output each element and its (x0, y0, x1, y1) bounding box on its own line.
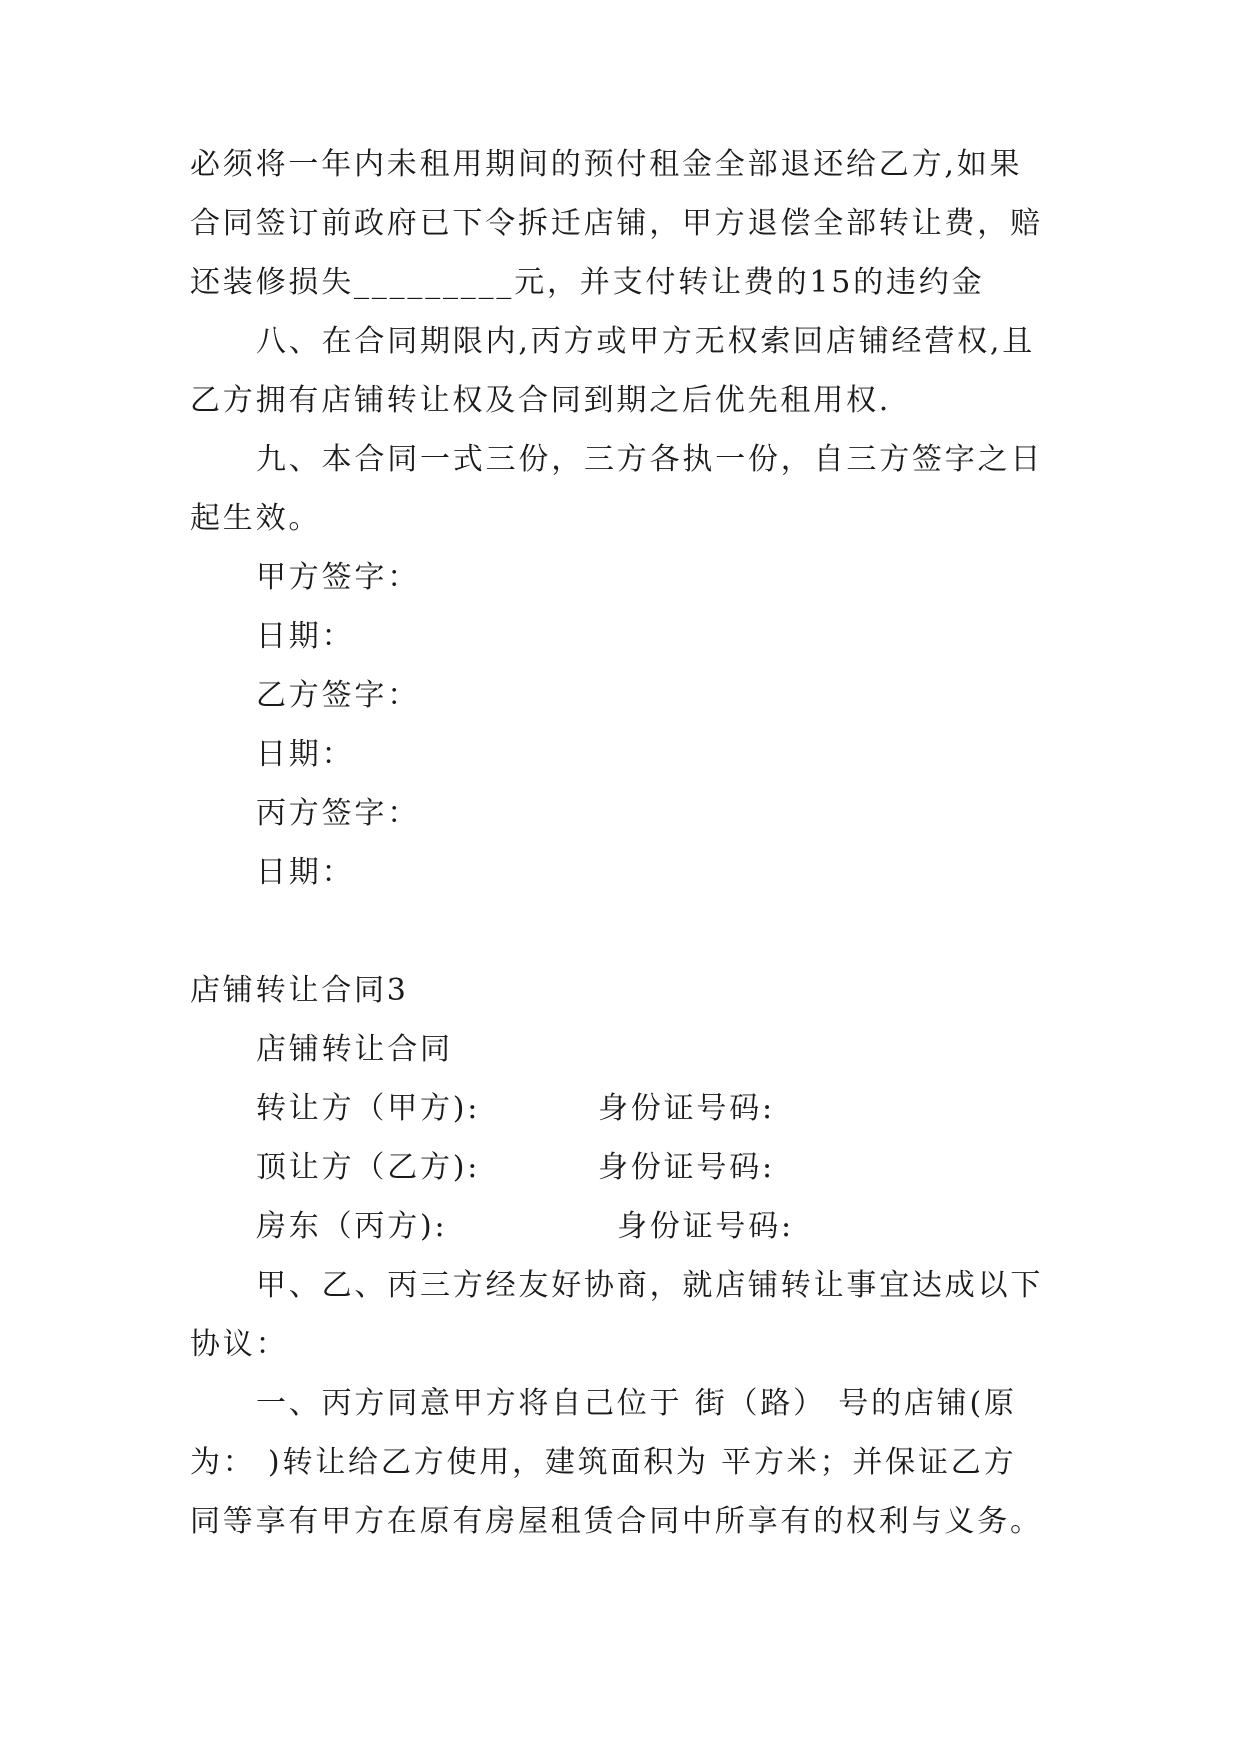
intro-line: 协议： (190, 1327, 289, 1362)
id-number-label: 身份证号码: (598, 1150, 775, 1185)
signature-date-c: 日期： (256, 855, 355, 890)
party-role: 转让方（甲方): (256, 1091, 481, 1126)
clause-8-line: 八、在合同期限内,丙方或甲方无权索回店铺经营权,且 (256, 324, 1036, 359)
clause-9-line: 九、本合同一式三份，三方各执一份，自三方签字之日 (256, 442, 1044, 477)
contract-title: 店铺转让合同 (256, 1032, 453, 1067)
id-number-label: 身份证号码: (617, 1209, 794, 1244)
clause-8-line: 乙方拥有店铺转让权及合同到期之后优先租用权. (190, 383, 892, 418)
clause-1-line: 同等享有甲方在原有房屋租赁合同中所享有的权利与义务。 (190, 1504, 1043, 1539)
signature-party-b: 乙方签字： (256, 678, 420, 713)
paragraph-line: 还装修损失_________元，并支付转让费的15的违约金 (190, 265, 985, 300)
intro-line: 甲、乙、丙三方经友好协商，就店铺转让事宜达成以下 (256, 1268, 1044, 1303)
signature-party-c: 丙方签字： (256, 796, 420, 831)
clause-1-line: 一、丙方同意甲方将自己位于 街（路） 号的店铺(原 (256, 1386, 1017, 1421)
clause-9-line: 起生效。 (190, 501, 322, 536)
section-heading: 店铺转让合同3 (190, 973, 409, 1008)
party-row-c (256, 1207, 794, 1247)
party-role: 房东（丙方): (256, 1209, 448, 1244)
party-row-b (256, 1148, 775, 1188)
party-role: 顶让方（乙方): (256, 1150, 481, 1185)
clause-1-line: 为： )转让给乙方使用，建筑面积为 平方米；并保证乙方 (190, 1445, 1017, 1480)
signature-party-a: 甲方签字： (256, 560, 420, 595)
paragraph-line: 必须将一年内未租用期间的预付租金全部退还给乙方,如果 (190, 147, 1023, 182)
signature-date-a: 日期： (256, 619, 355, 654)
signature-date-b: 日期： (256, 737, 355, 772)
paragraph-line: 合同签订前政府已下令拆迁店铺，甲方退偿全部转让费，赔 (190, 206, 1043, 241)
id-number-label: 身份证号码: (598, 1091, 775, 1126)
party-row-a (256, 1089, 775, 1129)
